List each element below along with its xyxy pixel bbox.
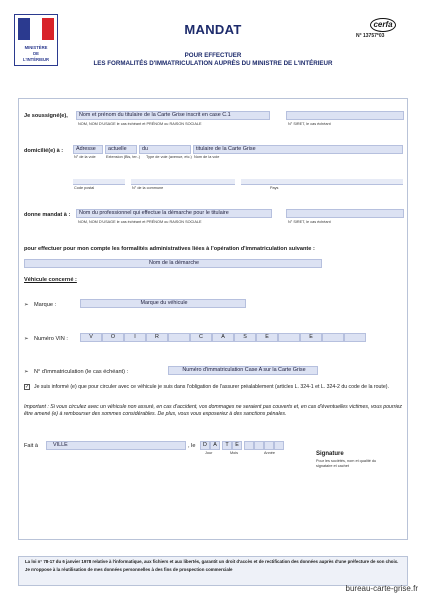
subtitle xyxy=(40,52,386,68)
important-note: Important : Si vous circulez avec un véhicule non assuré, en cas d'accident, vos dommages ne seraient pas couverts et, en cas d'éventuelles victimes, vous pourriez être amené (e) à rembourser des sommes considérables. De plus, vous vous exposeriez à des sanctions pénales. xyxy=(24,404,402,417)
logo-text-3: L'INTÉRIEUR xyxy=(22,57,50,62)
vin-label: Numéro VIN : xyxy=(34,336,68,342)
vin-field[interactable] xyxy=(80,333,366,342)
cerfa-logo: cerfa xyxy=(370,18,396,32)
subtitle-line-1: POUR EFFECTUER xyxy=(184,52,242,59)
cerfa-number: N° 13757*03 xyxy=(356,33,385,39)
titulaire-siret-hint: N° SIRET, le cas échéant xyxy=(288,122,331,126)
vin-char[interactable]: E xyxy=(300,333,322,342)
hint-annee: Année xyxy=(264,451,275,455)
vin-char[interactable]: V xyxy=(80,333,102,342)
logo-text-2: DE xyxy=(33,51,39,56)
signature-hint: Pour les sociétés, nom et qualité du signataire et cachet xyxy=(316,459,377,468)
date-char[interactable]: E xyxy=(232,441,242,450)
voie-number-field[interactable]: Adresse xyxy=(73,145,103,154)
mandataire-siret-hint: N° SIRET, le cas échéant xyxy=(288,220,331,224)
footer-line-2: Je m'oppose à la réutilisation de mes données personnelles à des fins de prospection commerciale xyxy=(25,567,233,572)
date-char[interactable]: A xyxy=(210,441,220,450)
vin-char[interactable]: R xyxy=(146,333,168,342)
hint-jour: Jour xyxy=(205,451,213,455)
date-char[interactable]: D xyxy=(200,441,210,450)
marque-field[interactable]: Marque du véhicule xyxy=(80,299,246,308)
vin-char[interactable]: O xyxy=(102,333,124,342)
page-title: MANDAT xyxy=(184,22,242,37)
voie-type-field[interactable]: du xyxy=(139,145,191,154)
date-char[interactable] xyxy=(244,441,254,450)
voie-name-field[interactable]: titulaire de la Carte Grise xyxy=(193,145,403,154)
operation-label: pour effectuer pour mon compte les formalités administratives liées à l'opération d'immatriculation suivante : xyxy=(24,246,315,252)
mandataire-siret-field[interactable] xyxy=(286,209,404,218)
operation-field[interactable]: Nom de la démarche xyxy=(24,259,322,268)
date-field[interactable] xyxy=(200,441,284,450)
date-char[interactable] xyxy=(264,441,274,450)
mandataire-name-field[interactable]: Nom du professionnel qui effectue la démarche pour le titulaire xyxy=(76,209,272,218)
immat-label: N° d'immatriculation (le cas échéant) : xyxy=(34,369,129,375)
hint-extension: Extension (Bis, ter..) xyxy=(106,155,140,159)
hint-code-postal: Code postal xyxy=(74,186,95,190)
form-frame xyxy=(18,98,408,540)
soussigne-label: Je soussigné(e), xyxy=(24,113,68,119)
arrow-icon: ➢ xyxy=(24,336,29,342)
watermark: bureau-carte-grise.fr xyxy=(345,584,418,593)
logo-text-1: MINISTÈRE xyxy=(24,45,48,50)
vin-char[interactable]: C xyxy=(190,333,212,342)
code-postal-field[interactable] xyxy=(73,179,125,185)
pays-field[interactable] xyxy=(241,179,403,185)
vin-char[interactable]: A xyxy=(212,333,234,342)
titulaire-name-hint: NOM, NOM D'USAGE le cas échéant et PRÉNOM ou RAISON SOCIALE xyxy=(78,122,202,126)
assurance-text: Je suis informé (e) que pour circuler avec ce véhicule je suis dans l'obligation de l'assurer préalablement (articles L. 324-1 et L. 324-2 du code de la route). xyxy=(34,384,389,390)
immat-field[interactable]: Numéro d'immatriculation Case A sur la Carte Grise xyxy=(168,366,318,375)
vin-char[interactable] xyxy=(168,333,190,342)
titulaire-name-field[interactable]: Nom et prénom du titulaire de la Carte Grise inscrit en case C.1 xyxy=(76,111,270,120)
mandataire-name-hint: NOM, NOM D'USAGE le cas échéant et PRÉNOM ou RAISON SOCIALE xyxy=(78,220,202,224)
commune-field[interactable] xyxy=(131,179,235,185)
fait-label: Fait à xyxy=(24,443,38,449)
hint-mois: Mois xyxy=(230,451,239,455)
vin-char[interactable]: I xyxy=(124,333,146,342)
assurance-checkbox[interactable]: ✓ xyxy=(25,384,30,390)
hint-pays: Pays xyxy=(270,186,279,190)
vehicule-section-label: Véhicule concerné : xyxy=(24,277,77,283)
footer-line-1: La loi n° 78-17 du 6 janvier 1978 relative à l'informatique, aux fichiers et aux libertés, garantit un droit d'accès et de rectification des données auprès d'une préfecture de son choix. xyxy=(25,559,399,564)
ville-field[interactable]: VILLE xyxy=(46,441,186,450)
voie-extension-field[interactable]: actuelle xyxy=(105,145,137,154)
hint-commune: N° de la commune xyxy=(132,186,164,190)
vin-char[interactable]: S xyxy=(234,333,256,342)
date-char[interactable] xyxy=(254,441,264,450)
footer-notice xyxy=(18,556,408,586)
vin-char[interactable] xyxy=(278,333,300,342)
le-label: , le xyxy=(188,443,196,449)
domicile-label: domicilié(e) à : xyxy=(24,148,64,154)
arrow-icon: ➢ xyxy=(24,369,29,375)
hint-voie: N° de la voie xyxy=(74,155,96,159)
vin-char[interactable]: E xyxy=(256,333,278,342)
arrow-icon: ➢ xyxy=(24,302,29,308)
vin-char[interactable] xyxy=(322,333,344,342)
date-char[interactable] xyxy=(274,441,284,450)
subtitle-line-2: LES FORMALITÉS D'IMMATRICULATION AUPRÈS DU MINISTRE DE L'INTÉRIEUR xyxy=(93,60,333,67)
hint-nom: Nom de la voie xyxy=(194,155,220,159)
marque-label: Marque : xyxy=(34,302,57,308)
mandat-label: donne mandat à : xyxy=(24,212,71,218)
hint-type: Type de voie (avenue, etc.) xyxy=(146,155,192,159)
vin-char[interactable] xyxy=(344,333,366,342)
titulaire-siret-field[interactable] xyxy=(286,111,404,120)
date-char[interactable]: T xyxy=(222,441,232,450)
signature-label: Signature xyxy=(316,451,344,457)
